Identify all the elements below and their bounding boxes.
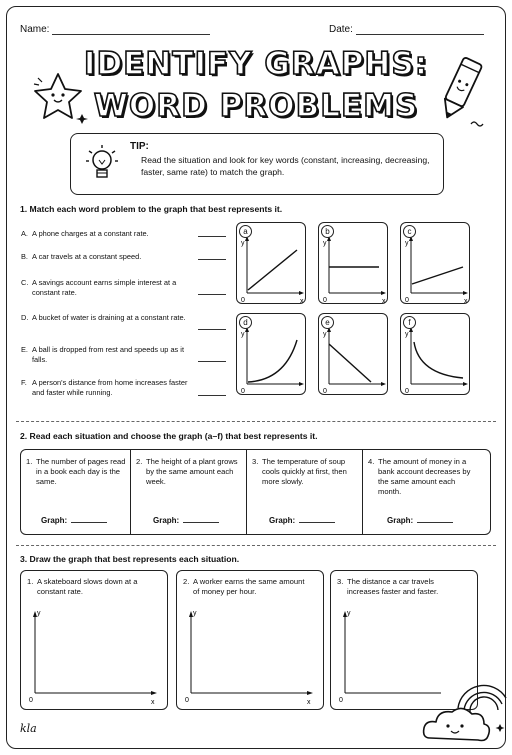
draw-box-1[interactable] bbox=[20, 570, 168, 710]
blank-axes bbox=[177, 571, 325, 711]
graph-e bbox=[318, 313, 388, 395]
answer-blank-d[interactable] bbox=[198, 329, 226, 330]
x-axis-label: x bbox=[464, 298, 468, 305]
y-axis-label: y bbox=[193, 610, 197, 617]
graph-a bbox=[236, 222, 306, 304]
draw-text: A worker earns the same amount of money per hour. bbox=[193, 577, 305, 596]
graph-c bbox=[400, 222, 470, 304]
problem-text: A person's distance from home increases faster and faster while running. bbox=[32, 378, 188, 397]
graph-curve bbox=[248, 340, 297, 382]
tip-box bbox=[70, 133, 444, 195]
date-label: Date: bbox=[329, 24, 353, 35]
answer-blank-a[interactable] bbox=[198, 236, 226, 237]
origin-label: 0 bbox=[185, 697, 189, 704]
x-axis-label: x bbox=[307, 699, 311, 706]
problem-e bbox=[21, 345, 193, 365]
graph-answer-line[interactable] bbox=[71, 522, 107, 523]
name-field[interactable] bbox=[20, 24, 210, 35]
graph-line bbox=[412, 267, 463, 284]
signature: kla bbox=[20, 722, 37, 735]
problem-a bbox=[21, 229, 193, 239]
graph-line bbox=[248, 250, 297, 290]
graph-answer-label: Graph: bbox=[41, 516, 68, 525]
problem-letter: B. bbox=[21, 252, 28, 261]
graph-label: c bbox=[403, 225, 416, 238]
situation-number: 2. bbox=[136, 457, 143, 466]
graph-answer-3[interactable] bbox=[269, 516, 335, 525]
graph-answer-1[interactable] bbox=[41, 516, 107, 525]
graph-line bbox=[329, 344, 371, 382]
answer-blank-b[interactable] bbox=[198, 259, 226, 260]
tip-text: Read the situation and look for key words (constant, increasing, decreasing, faster, same rate) to match the graph. bbox=[141, 155, 430, 177]
graph-answer-label: Graph: bbox=[269, 516, 296, 525]
situation-text: The temperature of soup cools quickly at first, then more slowly. bbox=[262, 457, 347, 486]
name-label: Name: bbox=[20, 24, 50, 35]
problem-b bbox=[21, 252, 193, 262]
problem-c bbox=[21, 278, 193, 298]
draw-number: 2. bbox=[183, 577, 190, 586]
origin-label: 0 bbox=[241, 297, 245, 304]
draw-box-2[interactable] bbox=[176, 570, 324, 710]
problem-letter: F. bbox=[21, 378, 27, 387]
graph-answer-line[interactable] bbox=[417, 522, 453, 523]
answer-blank-c[interactable] bbox=[198, 294, 226, 295]
situation-cell-4 bbox=[363, 450, 490, 534]
section2-title: 2. Read each situation and choose the graph (a–f) that best represents it. bbox=[20, 431, 318, 441]
section2-table bbox=[20, 449, 491, 535]
tip-title: TIP: bbox=[130, 141, 149, 152]
problem-letter: A. bbox=[21, 229, 28, 238]
x-axis-label: x bbox=[300, 298, 304, 305]
blank-axes bbox=[21, 571, 169, 711]
graph-label: a bbox=[239, 225, 252, 238]
origin-label: 0 bbox=[405, 388, 409, 395]
y-axis-label: y bbox=[405, 240, 409, 247]
y-axis-label: y bbox=[241, 331, 245, 338]
graph-answer-4[interactable] bbox=[387, 516, 453, 525]
problem-letter: E. bbox=[21, 345, 28, 354]
problem-text: A ball is dropped from rest and speeds up as it falls. bbox=[32, 345, 185, 364]
y-axis-label: y bbox=[323, 331, 327, 338]
situation-number: 3. bbox=[252, 457, 259, 466]
section3-title: 3. Draw the graph that best represents each situation. bbox=[20, 554, 240, 564]
x-axis-label: x bbox=[382, 298, 386, 305]
page-title-line1: IDENTIFY GRAPHS: bbox=[83, 46, 429, 82]
problem-letter: D. bbox=[21, 313, 29, 322]
draw-number: 3. bbox=[337, 577, 344, 586]
situation-1 bbox=[26, 457, 126, 487]
origin-label: 0 bbox=[323, 388, 327, 395]
page-title-line2: WORD PROBLEMS bbox=[93, 88, 419, 124]
situation-text: The number of pages read in a book each day is the same. bbox=[36, 457, 126, 486]
divider bbox=[16, 421, 496, 422]
cloud-rainbow-icon bbox=[418, 668, 508, 750]
problem-text: A car travels at a constant speed. bbox=[32, 252, 142, 261]
divider bbox=[16, 545, 496, 546]
y-axis-label: y bbox=[241, 240, 245, 247]
draw-text: The distance a car travels increases faster and faster. bbox=[347, 577, 439, 596]
problem-text: A phone charges at a constant rate. bbox=[32, 229, 149, 238]
graph-answer-label: Graph: bbox=[153, 516, 180, 525]
problem-text: A bucket of water is draining at a constant rate. bbox=[32, 313, 186, 322]
situation-cell-3 bbox=[247, 450, 363, 534]
graph-answer-line[interactable] bbox=[183, 522, 219, 523]
answer-blank-e[interactable] bbox=[198, 361, 226, 362]
origin-label: 0 bbox=[29, 697, 33, 704]
y-axis-label: y bbox=[347, 610, 351, 617]
situation-text: The amount of money in a bank account decreases by the same amount each month. bbox=[378, 457, 471, 496]
pencil-mascot-icon bbox=[425, 52, 493, 132]
origin-label: 0 bbox=[405, 297, 409, 304]
origin-label: 0 bbox=[323, 297, 327, 304]
situation-4 bbox=[368, 457, 478, 497]
date-field[interactable] bbox=[329, 24, 484, 35]
situation-2 bbox=[136, 457, 238, 487]
graph-d bbox=[236, 313, 306, 395]
graph-answer-2[interactable] bbox=[153, 516, 219, 525]
origin-label: 0 bbox=[241, 388, 245, 395]
problem-letter: C. bbox=[21, 278, 29, 287]
problem-f bbox=[21, 378, 193, 398]
section1-title: 1. Match each word problem to the graph that best represents it. bbox=[20, 204, 283, 214]
answer-blank-f[interactable] bbox=[198, 395, 226, 396]
graph-label: e bbox=[321, 316, 334, 329]
graph-b bbox=[318, 222, 388, 304]
draw-text: A skateboard slows down at a constant rate. bbox=[37, 577, 138, 596]
graph-label: f bbox=[403, 316, 416, 329]
x-axis-label: x bbox=[151, 699, 155, 706]
problem-text: A savings account earns simple interest at a constant rate. bbox=[32, 278, 177, 297]
graph-answer-label: Graph: bbox=[387, 516, 414, 525]
situation-3 bbox=[252, 457, 356, 487]
graph-answer-line[interactable] bbox=[299, 522, 335, 523]
y-axis-label: y bbox=[323, 240, 327, 247]
situation-text: The height of a plant grows by the same amount each week. bbox=[146, 457, 238, 486]
situation-cell-2 bbox=[131, 450, 247, 534]
lightbulb-icon bbox=[85, 143, 119, 187]
graph-curve bbox=[414, 342, 463, 378]
draw-number: 1. bbox=[27, 577, 34, 586]
situation-number: 1. bbox=[26, 457, 33, 466]
y-axis-label: y bbox=[405, 331, 409, 338]
situation-number: 4. bbox=[368, 457, 375, 466]
date-line[interactable] bbox=[356, 25, 484, 35]
graph-label: d bbox=[239, 316, 252, 329]
origin-label: 0 bbox=[339, 697, 343, 704]
problem-d bbox=[21, 313, 193, 323]
situation-cell-1 bbox=[21, 450, 131, 534]
star-mascot-icon bbox=[28, 70, 92, 124]
y-axis-label: y bbox=[37, 610, 41, 617]
graph-label: b bbox=[321, 225, 334, 238]
graph-f bbox=[400, 313, 470, 395]
name-line[interactable] bbox=[52, 25, 210, 35]
